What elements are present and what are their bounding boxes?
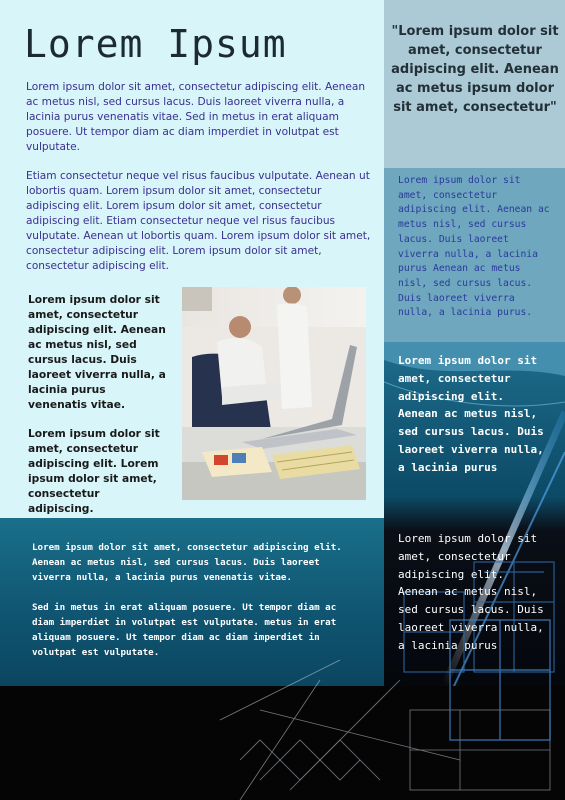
dark-paragraph-2: Sed in metus in erat aliquam posuere. Ut tempor diam ac diam imperdiet in volutpat est vulputate. metus in erat aliquam posuere. Ut tempor diam ac diam imperdiet in volutpat est vulputate. — [32, 602, 337, 658]
page-title: Lorem Ipsum — [24, 22, 287, 66]
intro-paragraph-1: Lorem ipsum dolor sit amet, consectetur adipiscing elit. Aenean ac metus nisl, sed cursus lacus. Duis laoreet viverra nulla, a lacinia purus venenatis vitae. Sed in metus in erat aliquam posuere. Ut tempor diam ac diam imperdiet in volutpat est vulputate. — [26, 81, 366, 153]
dark-panel-text — [32, 540, 362, 675]
intro-text — [26, 80, 378, 288]
pull-quote: "Lorem ipsum dolor sit amet, consectetur adipiscing elit. Aenean ac metus ipsum dolor sit amet, consectetur" — [391, 24, 559, 115]
right-column-text-1: Lorem ipsum dolor sit amet, consectetur adipiscing elit. Aenean ac metus nisl, sed cursus lacus. Duis laoreet viverra nulla, a lacinia purus Aenean ac metus nisl, sed cursus lacus. Duis laoreet viverra nulla, a lacinia purus. — [398, 175, 550, 319]
office-photo — [182, 287, 366, 500]
side-paragraph-1: Lorem ipsum dolor sit amet, consectetur adipiscing elit. Aenean ac metus nisl, sed cursus lacus. Duis laoreet viverra nulla, a lacinia purus venenatis vitae. — [28, 293, 166, 411]
side-paragraph-2: Lorem ipsum dolor sit amet, consectetur adipiscing elit. Lorem ipsum dolor sit amet, consectetur adipiscing. — [28, 427, 160, 515]
intro-paragraph-2: Etiam consectetur neque vel risus faucibus vulputate. Aenean ut lobortis quam. Lorem ipsum dolor sit amet, consectetur adipiscing elit. Lorem ipsum dolor sit amet, consectetur adipiscing elit. Etiam consectetur neque vel risus faucibus vulputate. Aenean ut lobortis quam. Lorem ipsum dolor sit amet, consectetur adipiscing elit. Lorem ipsum dolor sit amet, consectetur adipiscing elit. — [26, 170, 371, 272]
side-text — [28, 292, 166, 530]
dark-paragraph-1: Lorem ipsum dolor sit amet, consectetur adipiscing elit. Aenean ac metus nisl, sed cursus lacus. Duis laoreet viverra nulla, a lacinia purus venenatis vitae. — [32, 542, 342, 583]
right-column-text-2: Lorem ipsum dolor sit amet, consectetur adipiscing elit. Aenean ac metus nisl, sed cursus lacus. Duis laoreet viverra nulla, a lacinia purus — [398, 354, 544, 474]
right-column-text-3: Lorem ipsum dolor sit amet, consectetur adipiscing elit. Aenean ac metus nisl, sed cursus lacus. Duis laoreet viverra nulla, a lacinia purus — [398, 532, 544, 652]
